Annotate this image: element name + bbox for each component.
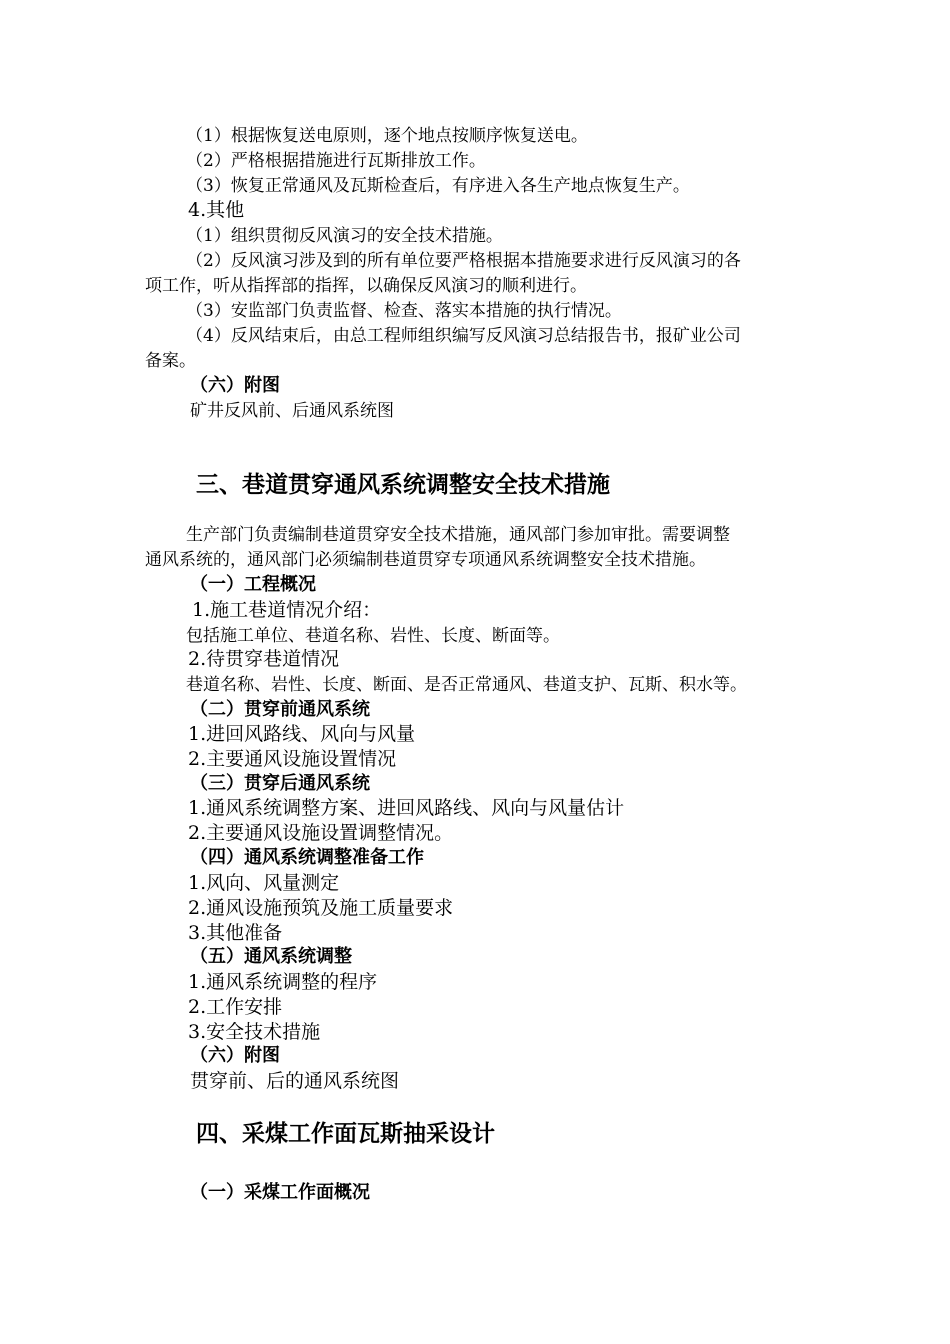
list-item: 1.施工巷道情况介绍：: [192, 599, 382, 621]
subsection-heading: （一）工程概况: [190, 574, 316, 595]
subsection-heading: （六）附图: [190, 1045, 280, 1066]
paragraph-line: （1）组织贯彻反风演习的安全技术措施。: [186, 226, 503, 246]
list-item: 3.安全技术措施: [188, 1021, 321, 1043]
list-item: 1.通风系统调整方案、进回风路线、风向与风量估计: [188, 797, 625, 819]
paragraph-line: 巷道名称、岩性、长度、断面、是否正常通风、巷道支护、瓦斯、积水等。: [186, 675, 747, 695]
list-item: 2.待贯穿巷道情况: [188, 648, 340, 670]
list-item: 2.主要通风设施设置调整情况。: [188, 822, 454, 844]
subsection-heading: （四）通风系统调整准备工作: [190, 847, 424, 868]
subsection-heading: （二）贯穿前通风系统: [190, 699, 370, 720]
paragraph-line: （2）反风演习涉及到的所有单位要严格根据本措施要求进行反风演习的各: [186, 251, 741, 271]
paragraph-line: 通风系统的，通风部门必须编制巷道贯穿专项通风系统调整安全技术措施。: [145, 550, 706, 570]
paragraph-line: 项工作，听从指挥部的指挥，以确保反风演习的顺利进行。: [145, 276, 587, 296]
paragraph-line: 贯穿前、后的通风系统图: [190, 1070, 400, 1092]
paragraph-line: （1）根据恢复送电原则，逐个地点按顺序恢复送电。: [186, 126, 588, 146]
list-item: 2.工作安排: [188, 996, 283, 1018]
subsection-heading: （六）附图: [190, 375, 280, 396]
paragraph-line: （3）安监部门负责监督、检查、落实本措施的执行情况。: [186, 301, 622, 321]
paragraph-line: （4）反风结束后，由总工程师组织编写反风演习总结报告书，报矿业公司: [186, 326, 741, 346]
subsection-heading: （一）采煤工作面概况: [190, 1182, 370, 1203]
list-item: 2.通风设施预筑及施工质量要求: [188, 897, 454, 919]
paragraph-line: 矿井反风前、后通风系统图: [190, 401, 394, 421]
paragraph-line: （2）严格根据措施进行瓦斯排放工作。: [186, 151, 486, 171]
list-item: 1.风向、风量测定: [188, 872, 340, 894]
list-item: 1.进回风路线、风向与风量: [188, 723, 416, 745]
section-title: 四、采煤工作面瓦斯抽采设计: [196, 1120, 495, 1147]
section-title: 三、巷道贯穿通风系统调整安全技术措施: [196, 471, 610, 498]
section-heading: 4.其他: [188, 199, 245, 221]
paragraph-line: 包括施工单位、巷道名称、岩性、长度、断面等。: [186, 626, 560, 646]
subsection-heading: （五）通风系统调整: [190, 946, 352, 967]
subsection-heading: （三）贯穿后通风系统: [190, 773, 370, 794]
list-item: 1.通风系统调整的程序: [188, 971, 378, 993]
list-item: 3.其他准备: [188, 922, 283, 944]
list-item: 2.主要通风设施设置情况: [188, 748, 397, 770]
paragraph-line: 生产部门负责编制巷道贯穿安全技术措施，通风部门参加审批。需要调整: [186, 525, 730, 545]
paragraph-line: （3）恢复正常通风及瓦斯检查后，有序进入各生产地点恢复生产。: [186, 176, 690, 196]
paragraph-line: 备案。: [145, 351, 196, 371]
